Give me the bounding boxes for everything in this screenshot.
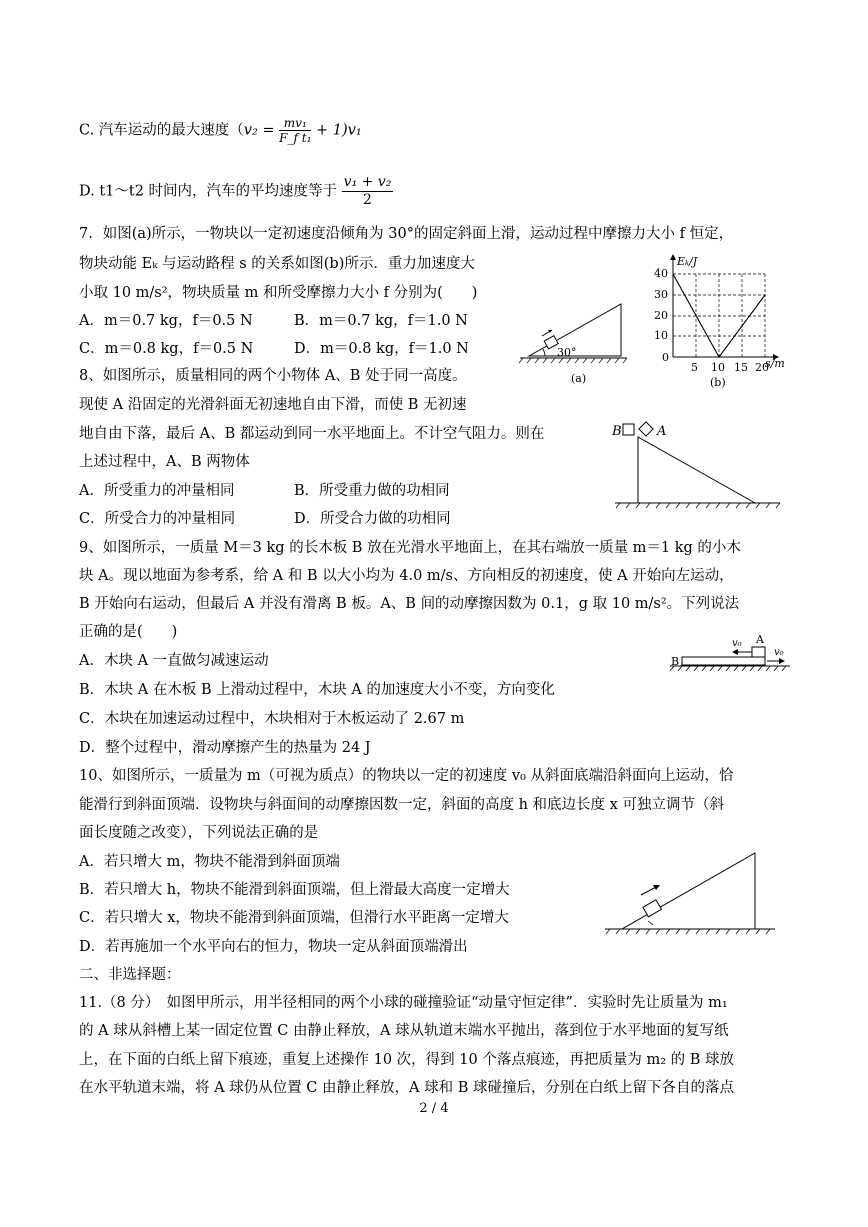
y-tick-0: 0	[662, 351, 669, 364]
q10-option-a: A．若只增大 m，物块不能滑到斜面顶端	[79, 854, 340, 870]
q9-option-b: B．木块 A 在木板 B 上滑动过程中，木块 A 的加速度大小不变，方向变化	[79, 682, 555, 698]
q8-line-2: 现使 A 沿固定的光滑斜面无初速地自由下滑，而使 B 无初速	[79, 397, 467, 413]
block-a	[752, 647, 765, 657]
q8-option-d: D．所受合力做的功相同	[294, 511, 451, 527]
fraction-numerator: v₁ + v₂	[343, 174, 392, 190]
q10-line-2: 能滑行到斜面顶端．设物块与斜面间的动摩擦因数一定，斜面的高度 h 和底边长度 x 可独立调节（斜	[79, 797, 724, 813]
q8-line-4: 上述过程中，A、B 两物体	[79, 454, 250, 470]
label-b: B	[671, 655, 680, 668]
figure-q8-incline	[610, 415, 785, 515]
q9-line-3: B 开始向右运动，但最后 A 并没有滑离 B 板。A、B 间的动摩擦因数为 0.1，g 取 10 m/s²。下列说法	[79, 596, 740, 612]
q8-line-1: 8、如图所示，质量相同的两个小物体 A、B 处于同一高度。	[79, 368, 467, 384]
q11-line-4: 在水平轨道末端，将 A 球仍从位置 C 由静止释放，A 球和 B 球碰撞后，分别在白纸上留下各自的落点	[79, 1080, 734, 1096]
y-tick-10: 10	[654, 329, 668, 342]
q11-line-3: 上，在下面的白纸上留下痕迹，重复上述操作 10 次，得到 10 个落点痕迹，再把质量为 m₂ 的 B 球放	[79, 1052, 734, 1068]
q8-line-3: 地自由下落，最后 A、B 都运动到同一水平地面上。不计空气阻力。则在	[79, 426, 545, 442]
y-tick-30: 30	[654, 288, 668, 301]
y-tick-40: 40	[654, 267, 668, 280]
formula-rhs: + 1)v₁	[311, 122, 362, 139]
q9-line-4: 正确的是( )	[79, 624, 178, 640]
q9-option-c: C．木块在加速运动过程中，木块相对于木板运动了 2.67 m	[79, 711, 465, 727]
option-c-text: C. 汽车运动的最大速度（	[79, 122, 244, 139]
q8-option-a: A．所受重力的冲量相同	[79, 483, 235, 499]
figure-b-caption: (b)	[710, 376, 726, 389]
q10-line-3: 面长度随之改变），下列说法正确的是	[79, 825, 319, 841]
q7-option-c: C．m＝0.8 kg，f＝0.5 N	[79, 341, 254, 357]
fraction-denominator: 2	[363, 192, 372, 208]
x-tick-5: 5	[691, 361, 698, 374]
q8-option-c: C．所受合力的冲量相同	[79, 511, 236, 527]
q11-line-2: 的 A 球从斜槽上某一固定位置 C 由静止释放，A 球从轨道末端水平抛出，落到位于水平地面的复写纸	[79, 1023, 729, 1039]
q10-line-1: 10、如图所示，一质量为 m（可视为质点）的物块以一定的初速度 v₀ 从斜面底端沿斜面向上运动，恰	[79, 768, 734, 784]
figure-q10-incline	[600, 845, 780, 940]
q10-option-d: D．若再施加一个水平向右的恒力，物块一定从斜面顶端滑出	[79, 939, 468, 955]
q10-option-b: B．若只增大 h，物块不能滑到斜面顶端，但上滑最大高度一定增大	[79, 882, 510, 898]
object-a	[639, 422, 653, 436]
q9-option-d: D．整个过程中，滑动摩擦产生的热量为 24 J	[79, 740, 371, 756]
q7-option-b: B．m＝0.7 kg，f＝1.0 N	[294, 313, 468, 329]
figure-b-graph	[640, 250, 790, 390]
v0-left-label: v₀	[732, 638, 742, 649]
figure-a-incline	[515, 300, 635, 392]
y-axis-label: Eₖ/J	[677, 255, 698, 268]
x-tick-20: 20	[755, 361, 769, 374]
option-d-text: D. t1～t2 时间内，汽车的平均速度等于	[79, 183, 338, 200]
label-a: A	[756, 633, 764, 646]
q11-line-1: 11.（8 分） 如图甲所示，用半径相同的两个小球的碰撞验证“动量守恒定律”．实验时先让质量为 m₁	[79, 995, 728, 1011]
q7-line-3: 小取 10 m/s²，物块质量 m 和所受摩擦力大小 f 分别为( )	[79, 285, 478, 301]
section-2-heading: 二、非选择题：	[79, 967, 181, 983]
block	[643, 900, 661, 917]
label-a: A	[657, 424, 667, 439]
q9-option-a: A．木块 A 一直做匀减速运动	[79, 653, 269, 669]
q7-option-d: D．m＝0.8 kg，f＝1.0 N	[294, 341, 469, 357]
object-b	[623, 424, 634, 435]
option-d-line	[79, 174, 393, 209]
v0-right-label: v₀	[774, 647, 784, 658]
fraction-numerator: mv₁	[279, 116, 311, 131]
avg-speed-fraction	[342, 174, 394, 209]
angle-label: 30°	[557, 346, 577, 359]
figure-a-caption: (a)	[571, 372, 587, 385]
q9-line-1: 9、如图所示，一质量 M＝3 kg 的长木板 B 放在光滑水平地面上，在其右端放一质量 m＝1 kg 的小木	[79, 540, 741, 556]
x-tick-10: 10	[711, 361, 725, 374]
x-axis-label: s/m	[765, 357, 785, 370]
formula-fraction	[279, 116, 311, 145]
page-number: 2 / 4	[419, 1101, 449, 1116]
fraction-denominator: F_f t₁	[279, 131, 312, 145]
label-b: B	[612, 424, 622, 439]
y-tick-20: 20	[654, 309, 668, 322]
option-c-line	[79, 116, 362, 145]
q9-line-2: 块 A。现以地面为参考系，给 A 和 B 以大小均为 4.0 m/s、方向相反的初速度，使 A 开始向左运动，	[79, 568, 734, 584]
q7-line-1: 7．如图(a)所示，一物块以一定初速度沿倾角为 30°的固定斜面上滑，运动过程中摩擦力大小 f 恒定，	[79, 226, 734, 242]
board-b	[682, 657, 765, 665]
q10-option-c: C．若只增大 x，物块不能滑到斜面顶端，但滑行水平距离一定增大	[79, 910, 509, 926]
q8-option-b: B．所受重力做的功相同	[294, 483, 450, 499]
figure-q9-board	[668, 630, 793, 680]
formula-lhs: v₂ =	[243, 122, 280, 139]
q7-line-2: 物块动能 Eₖ 与运动路程 s 的关系如图(b)所示．重力加速度大	[79, 256, 475, 272]
q7-option-a: A．m＝0.7 kg，f＝0.5 N	[79, 313, 253, 329]
x-tick-15: 15	[734, 361, 748, 374]
